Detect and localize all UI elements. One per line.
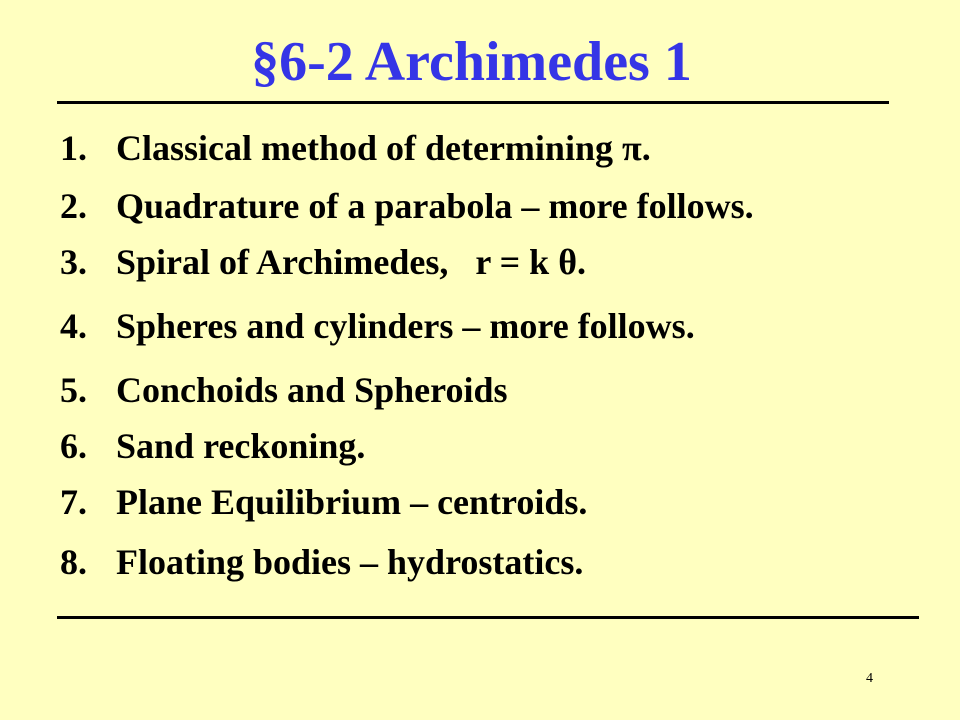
bottom-divider bbox=[57, 616, 919, 619]
title-divider bbox=[57, 101, 889, 104]
item-text: Plane Equilibrium – centroids. bbox=[116, 482, 588, 522]
list-item bbox=[60, 126, 651, 170]
item-text: Floating bodies – hydrostatics. bbox=[116, 542, 584, 582]
item-number: 3. bbox=[60, 242, 87, 282]
item-text: Sand reckoning. bbox=[116, 426, 366, 466]
list-item bbox=[60, 304, 695, 348]
list-item bbox=[60, 424, 365, 468]
item-number: 5. bbox=[60, 370, 87, 410]
page-number: 4 bbox=[866, 671, 873, 686]
item-text: Quadrature of a parabola – more follows. bbox=[116, 186, 754, 226]
list-item bbox=[60, 184, 754, 228]
list-item bbox=[60, 480, 587, 524]
slide-title: §6-2 Archimedes 1 bbox=[251, 31, 692, 93]
item-number: 6. bbox=[60, 426, 87, 466]
list-item bbox=[60, 368, 508, 412]
item-number: 8. bbox=[60, 542, 87, 582]
item-number: 4. bbox=[60, 306, 87, 346]
item-number: 2. bbox=[60, 186, 87, 226]
item-number: 7. bbox=[60, 482, 87, 522]
item-number: 1. bbox=[60, 128, 87, 168]
list-item bbox=[60, 240, 586, 284]
list-item bbox=[60, 540, 583, 584]
item-text: Classical method of determining π. bbox=[116, 128, 651, 168]
item-text: Conchoids and Spheroids bbox=[116, 370, 508, 410]
item-text: Spheres and cylinders – more follows. bbox=[116, 306, 695, 346]
item-text: Spiral of Archimedes, r = k θ. bbox=[116, 242, 586, 282]
